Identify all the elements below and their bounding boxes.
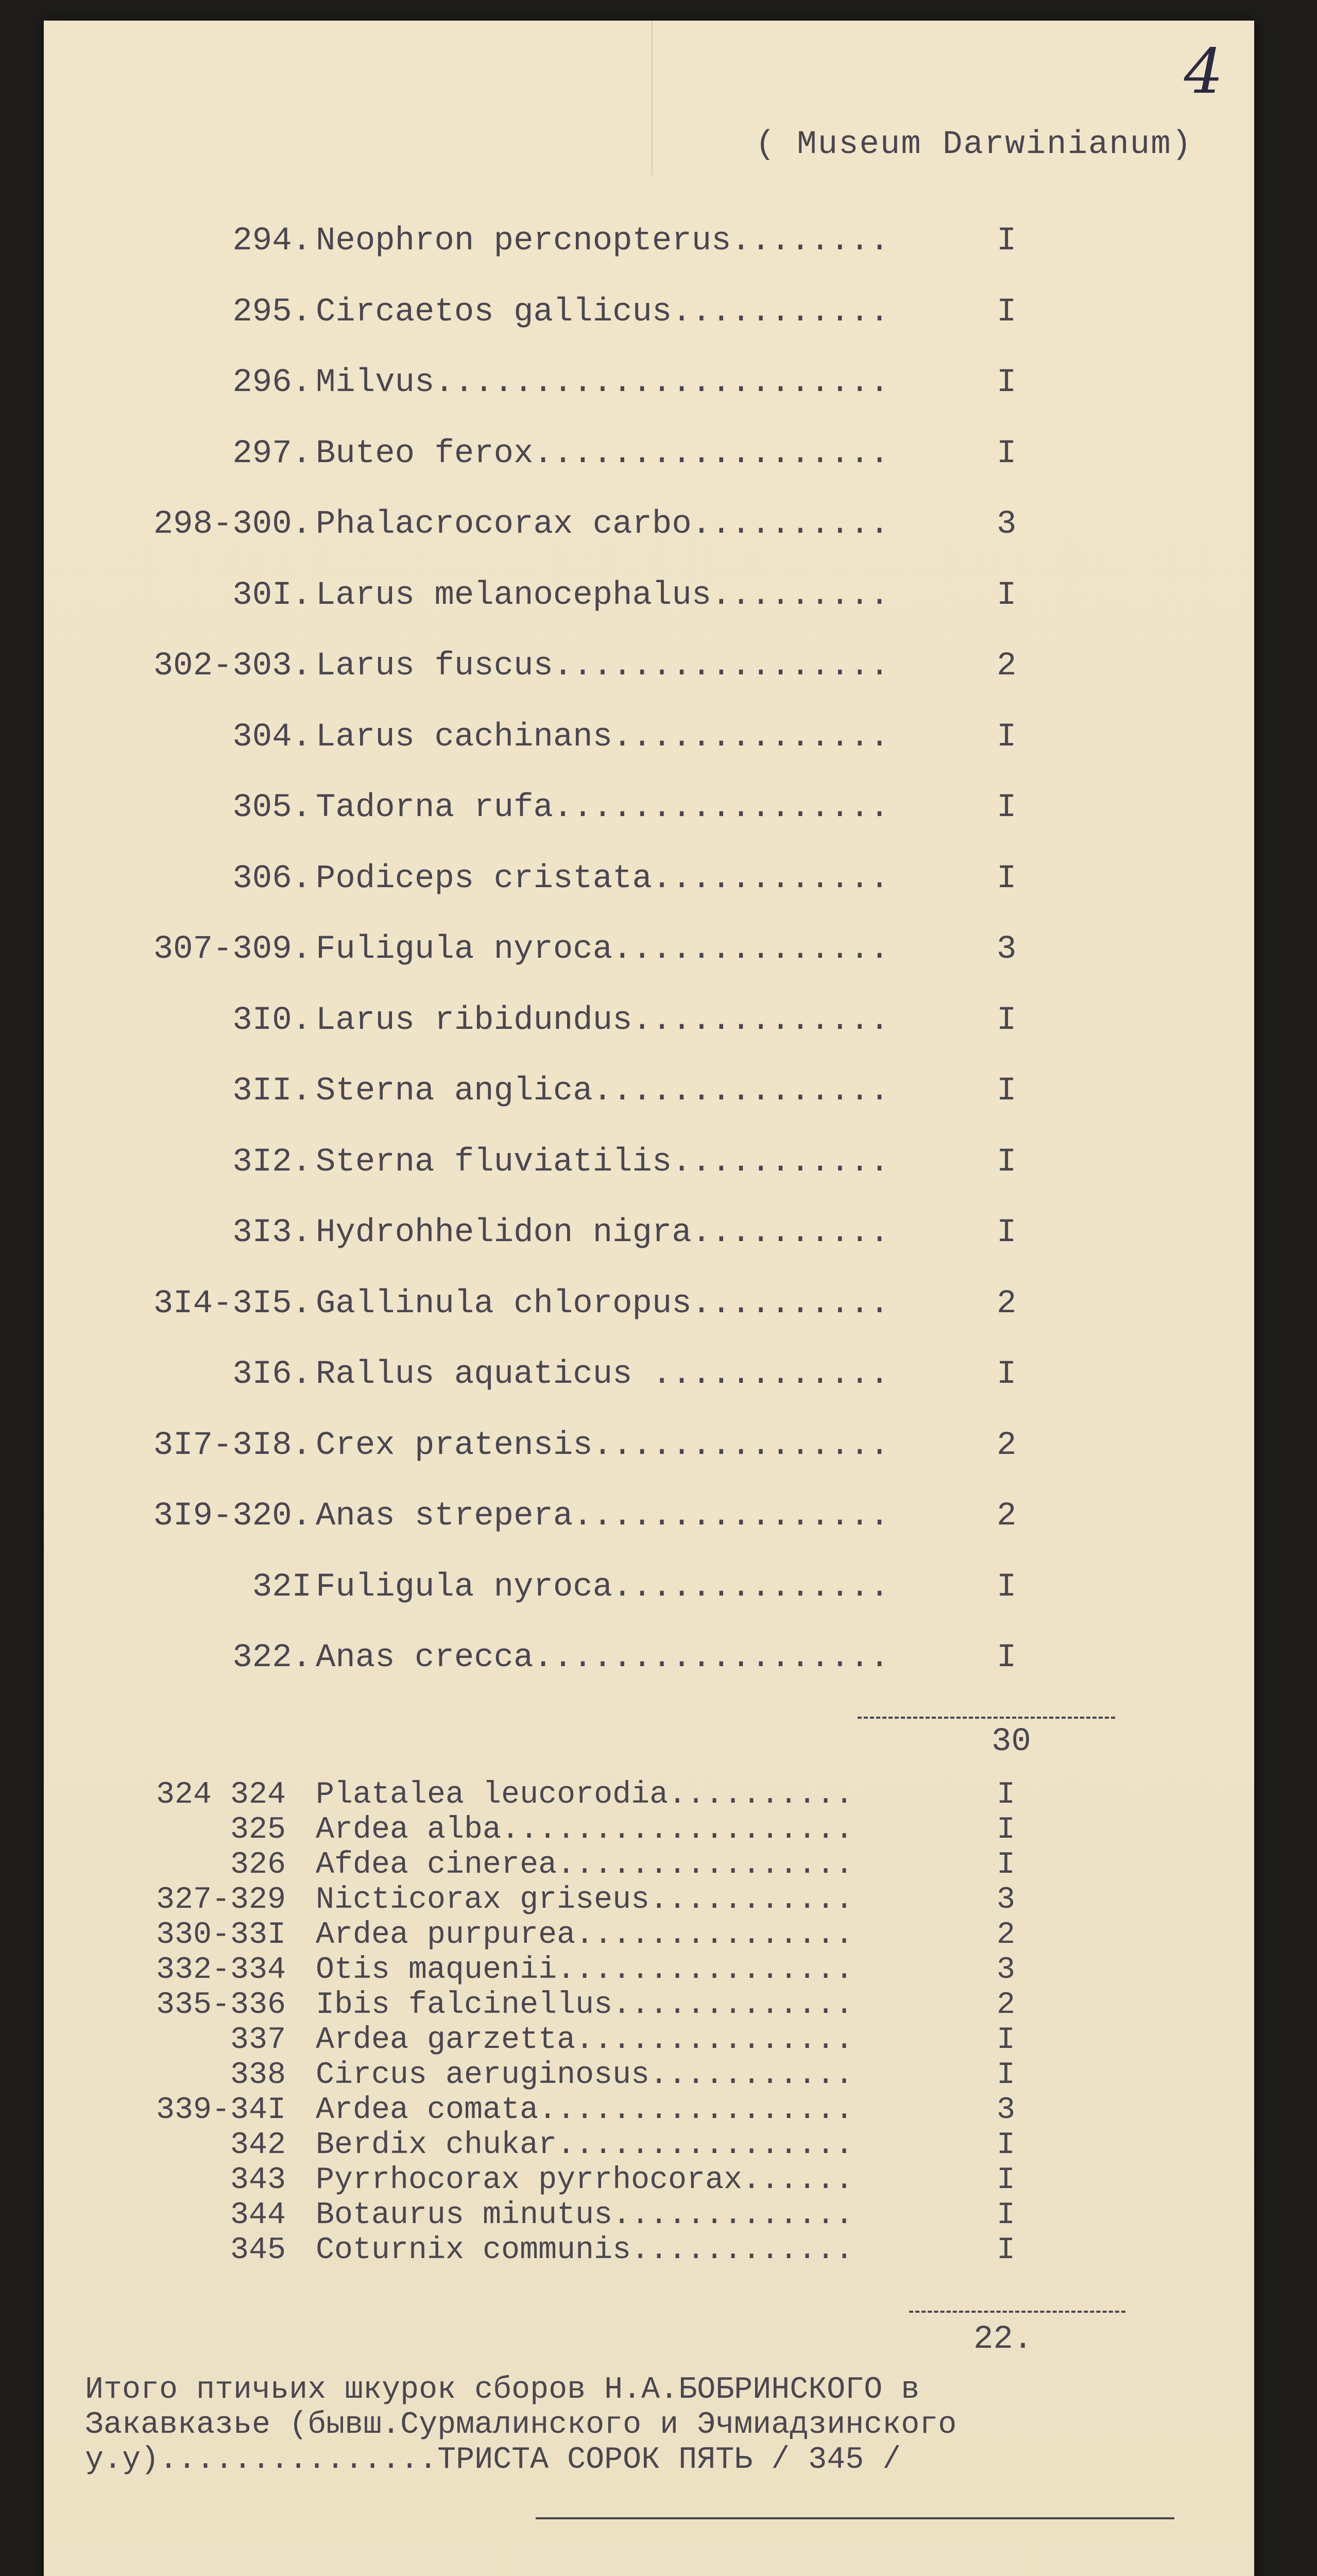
item-num: 326 [230, 1848, 286, 1883]
item-name: Coturnix communis............ [316, 2233, 854, 2268]
item-num: 337 [230, 2023, 286, 2058]
item-count: I [997, 1812, 1016, 1848]
list-item [44, 294, 1254, 345]
item-num: 304. [232, 718, 312, 756]
item-num: 298-300. [153, 506, 312, 543]
summary-line-2: Закавказье (бывш.Сурмалинского и Эчмиадзинского [85, 2408, 957, 2443]
list-item [44, 435, 1254, 487]
list-item [44, 2233, 1254, 2269]
item-name: Milvus....................... [316, 364, 890, 401]
item-num: 339-34I [156, 2093, 286, 2128]
item-count: 3 [997, 1953, 1016, 1988]
list-item [44, 2058, 1254, 2094]
item-num: 307-309. [153, 931, 312, 968]
item-name: Botaurus minutus............. [316, 2198, 854, 2233]
summary-underline [536, 2517, 1174, 2519]
list-item [44, 1427, 1254, 1479]
item-count: I [997, 1639, 1017, 1676]
item-name: Ardea comata................. [316, 2093, 854, 2128]
item-name: Hydrohhelidon nigra.......... [316, 1214, 890, 1251]
item-num: 3I7-3I8. [153, 1427, 312, 1464]
item-num: 342 [230, 2128, 286, 2163]
item-count: 2 [997, 1918, 1016, 1953]
item-num: 343 [230, 2163, 286, 2198]
item-count: I [997, 718, 1017, 756]
item-num: 338 [230, 2058, 286, 2093]
list-item [44, 860, 1254, 912]
item-count: I [997, 1568, 1017, 1606]
item-num: 324 324 [156, 1777, 286, 1812]
list-item [44, 2093, 1254, 2129]
item-count: I [997, 2198, 1016, 2233]
item-num: 3I4-3I5. [153, 1285, 312, 1323]
item-name: Afdea cinerea................ [316, 1848, 854, 1883]
list-item [44, 1639, 1254, 1691]
list-item [44, 1214, 1254, 1266]
list-item [44, 577, 1254, 629]
list-item [44, 1073, 1254, 1124]
item-num: 335-336 [156, 1988, 286, 2023]
item-name: Berdix chukar................ [316, 2128, 854, 2163]
item-name: Anas crecca.................. [316, 1639, 890, 1676]
list-item [44, 1356, 1254, 1408]
item-name: Phalacrocorax carbo.......... [316, 506, 890, 543]
item-num: 295. [232, 293, 312, 331]
list-item [44, 1002, 1254, 1054]
item-count: I [997, 1356, 1017, 1393]
item-num: 3I2. [232, 1143, 312, 1181]
item-num: 3II. [232, 1073, 312, 1110]
item-count: I [997, 1143, 1017, 1181]
item-name: Larus fuscus................. [316, 648, 890, 685]
item-name: Fuligula nyroca.............. [316, 1568, 890, 1606]
item-num: 306. [232, 860, 312, 897]
item-num: 305. [232, 789, 312, 826]
item-count: 2 [997, 648, 1017, 685]
item-name: Tadorna rufa................. [316, 789, 890, 826]
item-count: I [997, 860, 1017, 897]
list-item [44, 1848, 1254, 1884]
list-item [44, 2023, 1254, 2059]
item-num: 332-334 [156, 1953, 286, 1988]
item-count: I [997, 223, 1017, 260]
item-name: Anas strepera................ [316, 1498, 890, 1535]
list-item [44, 1569, 1254, 1620]
item-count: 3 [997, 2093, 1016, 2128]
list-item [44, 1144, 1254, 1195]
item-count: 2 [997, 1427, 1017, 1464]
page-number: 4 [1184, 36, 1223, 108]
item-count: 2 [997, 1285, 1017, 1323]
list-item [44, 931, 1254, 982]
list-item [44, 2128, 1254, 2164]
list-item [44, 506, 1254, 557]
item-count: I [997, 2058, 1016, 2093]
item-name: Circus aeruginosus........... [316, 2058, 854, 2093]
item-num: 302-303. [153, 648, 312, 685]
item-count: I [997, 789, 1017, 826]
item-num: 3I3. [232, 1214, 312, 1251]
item-count: 2 [997, 1988, 1016, 2023]
item-count: I [997, 364, 1017, 401]
item-count: I [997, 1848, 1016, 1883]
list-item [44, 789, 1254, 841]
item-name: Sterna fluviatilis........... [316, 1143, 890, 1181]
item-count: I [997, 1214, 1017, 1251]
item-name: Neophron percnopterus........ [316, 223, 890, 260]
item-count: 2 [997, 1498, 1017, 1535]
item-count: I [997, 2163, 1016, 2198]
item-name: Gallinula chloropus.......... [316, 1285, 890, 1323]
item-count: I [997, 2128, 1016, 2163]
item-count: I [997, 2233, 1016, 2268]
list-item [44, 1953, 1254, 1989]
item-num: 32I [252, 1568, 312, 1606]
item-name: Ardea purpurea............... [316, 1918, 854, 1953]
list-item [44, 2198, 1254, 2234]
list-item [44, 1777, 1254, 1814]
item-num: 322. [232, 1639, 312, 1676]
item-count: 3 [997, 931, 1017, 968]
list-item [44, 1285, 1254, 1337]
item-num: 30I. [232, 577, 312, 614]
list-item [44, 719, 1254, 770]
item-name: Fuligula nyroca.............. [316, 931, 890, 968]
item-name: Larus cachinans.............. [316, 718, 890, 756]
item-num: 294. [232, 223, 312, 260]
subtotal-1: 30 [991, 1723, 1031, 1760]
item-name: Circaetos gallicus........... [316, 293, 890, 331]
list-item [44, 1883, 1254, 1919]
item-name: Crex pratensis............... [316, 1427, 890, 1464]
list-item [44, 1918, 1254, 1954]
summary-line-3: у.у)...............ТРИСТА СОРОК ПЯТЬ / 345 / [85, 2443, 901, 2478]
item-name: Rallus aquaticus ............ [316, 1356, 890, 1393]
subtotal-rule-1 [858, 1717, 1115, 1719]
item-count: I [997, 1002, 1017, 1039]
summary-text [85, 2372, 1218, 2478]
paper-crease [652, 21, 653, 175]
list-item [44, 1812, 1254, 1849]
item-num: 344 [230, 2198, 286, 2233]
item-name: Ardea garzetta............... [316, 2023, 854, 2058]
list-item [44, 364, 1254, 416]
item-count: I [997, 435, 1017, 472]
item-name: Buteo ferox.................. [316, 435, 890, 472]
item-num: 3I0. [232, 1002, 312, 1039]
subtotal-2: 22. [973, 2321, 1033, 2358]
item-name: Larus ribidundus............. [316, 1002, 890, 1039]
item-num: 330-33I [156, 1918, 286, 1953]
item-num: 327-329 [156, 1883, 286, 1918]
item-name: Otis maquenii................ [316, 1953, 854, 1988]
item-name: Ardea alba................... [316, 1812, 854, 1848]
summary-line-1: Итого птичьих шкурок сборов Н.А.БОБРИНСКОГО в [85, 2372, 920, 2408]
item-name: Larus melanocephalus......... [316, 577, 890, 614]
item-name: Ibis falcinellus............. [316, 1988, 854, 2023]
item-count: 3 [997, 1883, 1016, 1918]
document-header: ( Museum Darwinianum) [755, 126, 1192, 163]
item-num: 345 [230, 2233, 286, 2268]
item-count: 3 [997, 506, 1017, 543]
item-count: I [997, 577, 1017, 614]
item-count: I [997, 1777, 1016, 1812]
item-num: 3I6. [232, 1356, 312, 1393]
item-name: Podiceps cristata............ [316, 860, 890, 897]
item-name: Pyrrhocorax pyrrhocorax...... [316, 2163, 854, 2198]
item-count: I [997, 1073, 1017, 1110]
subtotal-rule-2 [909, 2311, 1125, 2313]
item-name: Nicticorax griseus........... [316, 1883, 854, 1918]
item-num: 3I9-320. [153, 1498, 312, 1535]
item-num: 296. [232, 364, 312, 401]
list-item [44, 1988, 1254, 2024]
list-item [44, 1498, 1254, 1549]
item-name: Platalea leucorodia.......... [316, 1777, 854, 1812]
item-count: I [997, 293, 1017, 331]
item-num: 297. [232, 435, 312, 472]
item-name: Sterna anglica............... [316, 1073, 890, 1110]
item-count: I [997, 2023, 1016, 2058]
item-num: 325 [230, 1812, 286, 1848]
document-page [44, 21, 1254, 2576]
list-item [44, 648, 1254, 699]
list-item [44, 223, 1254, 274]
list-item [44, 2163, 1254, 2199]
